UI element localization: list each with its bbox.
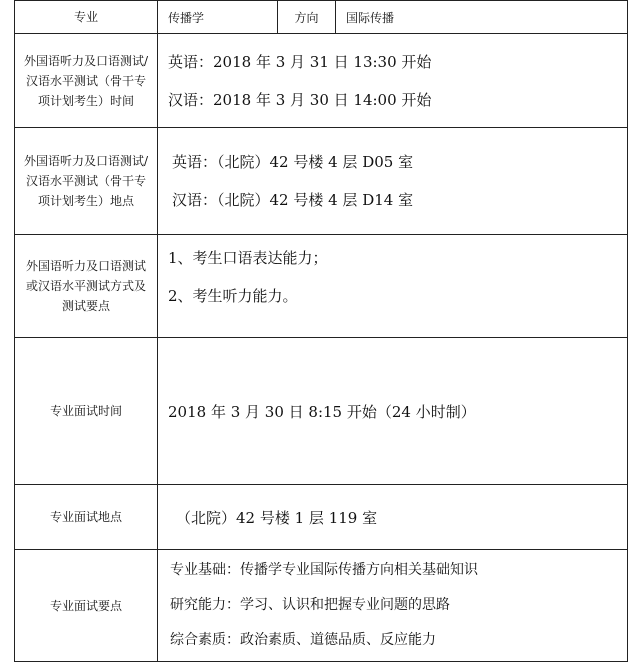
test-method-value [158, 235, 628, 338]
test-place-english: 英语：（北院）42 号楼 4 层 D05 室 [172, 153, 414, 171]
interview-points-row [15, 550, 628, 662]
points-basic: 专业基础：传播学专业国际传播方向相关基础知识 [170, 562, 478, 578]
test-place-row [15, 128, 628, 235]
direction-value: 国际传播 [336, 1, 628, 34]
major-value: 传播学 [158, 1, 278, 34]
test-time-value [158, 34, 628, 128]
test-method-row [15, 235, 628, 338]
major-label: 专业 [15, 1, 158, 34]
interview-time-value: 2018 年 3 月 30 日 8:15 开始（24 小时制） [158, 338, 628, 485]
points-quality: 综合素质：政治素质、道德品质、反应能力 [170, 632, 436, 648]
direction-label: 方向 [278, 1, 336, 34]
test-method-item-1: 1、考生口语表达能力； [168, 249, 328, 267]
test-method-label: 外国语听力及口语测试或汉语水平测试方式及测试要点 [15, 235, 158, 338]
test-place-chinese: 汉语：（北院）42 号楼 4 层 D14 室 [172, 191, 414, 209]
test-place-value [158, 128, 628, 235]
test-time-english: 英语：2018 年 3 月 31 日 13:30 开始 [168, 52, 432, 71]
header-row [15, 1, 628, 34]
test-place-label: 外国语听力及口语测试/汉语水平测试（骨干专项计划考生）地点 [15, 128, 158, 235]
test-time-label: 外国语听力及口语测试/汉语水平测试（骨干专项计划考生）时间 [15, 34, 158, 128]
test-time-chinese: 汉语：2018 年 3 月 30 日 14:00 开始 [168, 90, 432, 109]
test-method-item-2: 2、考生听力能力。 [168, 287, 298, 305]
points-research: 研究能力：学习、认识和把握专业问题的思路 [170, 597, 450, 613]
interview-points-label: 专业面试要点 [15, 550, 158, 662]
interview-time-label: 专业面试时间 [15, 338, 158, 485]
test-time-row [15, 34, 628, 128]
interview-place-value: （北院）42 号楼 1 层 119 室 [158, 485, 628, 550]
interview-place-row [15, 485, 628, 550]
interview-points-value [158, 550, 628, 662]
exam-info-table [14, 0, 628, 662]
interview-place-label: 专业面试地点 [15, 485, 158, 550]
interview-time-row [15, 338, 628, 485]
